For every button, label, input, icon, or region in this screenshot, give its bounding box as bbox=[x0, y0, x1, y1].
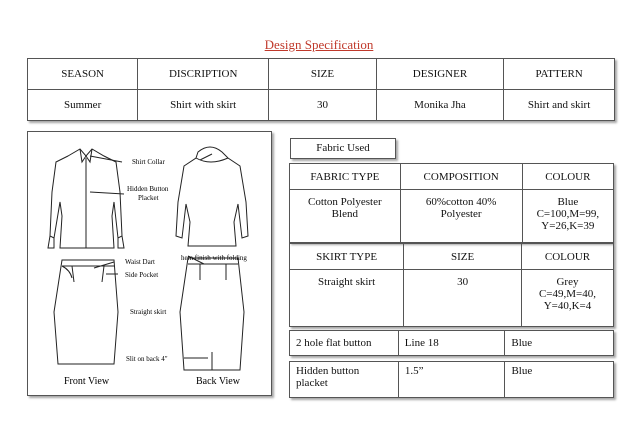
placket-size: 1.5” bbox=[398, 362, 505, 398]
spec-value-description: Shirt with skirt bbox=[138, 90, 269, 121]
spec-value-designer: Monika Jha bbox=[376, 90, 503, 121]
skirt-value-size: 30 bbox=[404, 270, 522, 327]
skirt-value-row bbox=[290, 270, 614, 327]
fabric-value-row bbox=[290, 190, 614, 243]
front-view-label: Front View bbox=[64, 376, 110, 387]
skirt-colour-name: Grey bbox=[556, 276, 579, 288]
skirt-header-row bbox=[290, 244, 614, 270]
composition-line-2: Polyester bbox=[440, 208, 482, 220]
skirt-header-size: SIZE bbox=[404, 244, 522, 270]
fabric-colour-code-2: Y=26,K=39 bbox=[541, 220, 595, 232]
fabric-colour-name: Blue bbox=[557, 196, 579, 208]
placket-name-line-1: Hidden button bbox=[296, 365, 360, 377]
label-hem-finish: hem finish with folding bbox=[181, 254, 247, 262]
placket-colour: Blue bbox=[505, 362, 614, 398]
spec-value-season: Summer bbox=[28, 90, 138, 121]
fabric-header-composition: COMPOSITION bbox=[400, 164, 522, 190]
technical-sketch bbox=[27, 131, 272, 396]
back-view-label: Back View bbox=[196, 376, 240, 387]
spec-value-size: 30 bbox=[269, 90, 377, 121]
fabric-value-composition bbox=[400, 190, 522, 243]
label-placket: Placket bbox=[138, 194, 159, 202]
spec-header-pattern: PATTERN bbox=[504, 59, 615, 90]
fabric-value-colour bbox=[522, 190, 613, 243]
skirt-colour-code-2: Y=40,K=4 bbox=[543, 300, 592, 312]
garment-sketch-svg bbox=[28, 132, 271, 395]
fabric-header-type: FABRIC TYPE bbox=[290, 164, 401, 190]
label-waist-dart: Waist Dart bbox=[125, 258, 155, 266]
spec-table bbox=[27, 58, 615, 121]
fabric-colour-code-1: C=100,M=99, bbox=[536, 208, 600, 220]
spec-header-description: DISCRIPTION bbox=[138, 59, 269, 90]
fabric-used-label: Fabric Used bbox=[290, 138, 396, 159]
spec-value-row bbox=[28, 90, 615, 121]
button-row bbox=[290, 331, 614, 356]
page-title: Design Specification bbox=[264, 37, 374, 52]
skirt-header-colour: COLOUR bbox=[521, 244, 613, 270]
skirt-table bbox=[289, 243, 614, 327]
skirt-colour-code-1: C=49,M=40, bbox=[538, 288, 596, 300]
fabric-header-colour: COLOUR bbox=[522, 164, 613, 190]
fabric-header-row bbox=[290, 164, 614, 190]
button-colour: Blue bbox=[505, 331, 614, 356]
button-table bbox=[289, 330, 614, 356]
label-slit-back: Slit on back 4" bbox=[126, 355, 168, 363]
fabric-value-type: Cotton Polyester Blend bbox=[290, 190, 401, 243]
label-straight-skirt: Straight skirt bbox=[130, 308, 167, 316]
placket-table bbox=[289, 361, 614, 398]
button-name: 2 hole flat button bbox=[290, 331, 399, 356]
placket-name-line-2: placket bbox=[296, 377, 328, 389]
front-skirt-drawing bbox=[54, 260, 118, 364]
skirt-value-type: Straight skirt bbox=[290, 270, 404, 327]
skirt-header-type: SKIRT TYPE bbox=[290, 244, 404, 270]
fabric-table bbox=[289, 163, 614, 243]
composition-line-1: 60%cotton 40% bbox=[425, 196, 497, 208]
spec-header-season: SEASON bbox=[28, 59, 138, 90]
button-size: Line 18 bbox=[398, 331, 505, 356]
spec-value-pattern: Shirt and skirt bbox=[504, 90, 615, 121]
label-hidden-button: Hidden Button bbox=[127, 185, 169, 193]
label-shirt-collar: Shirt Collar bbox=[132, 158, 165, 166]
label-side-pocket: Side Pocket bbox=[125, 271, 159, 279]
spec-header-size: SIZE bbox=[269, 59, 377, 90]
skirt-value-colour bbox=[521, 270, 613, 327]
spec-header-row bbox=[28, 59, 615, 90]
spec-header-designer: DESIGNER bbox=[376, 59, 503, 90]
placket-row bbox=[290, 362, 614, 398]
placket-name bbox=[290, 362, 399, 398]
